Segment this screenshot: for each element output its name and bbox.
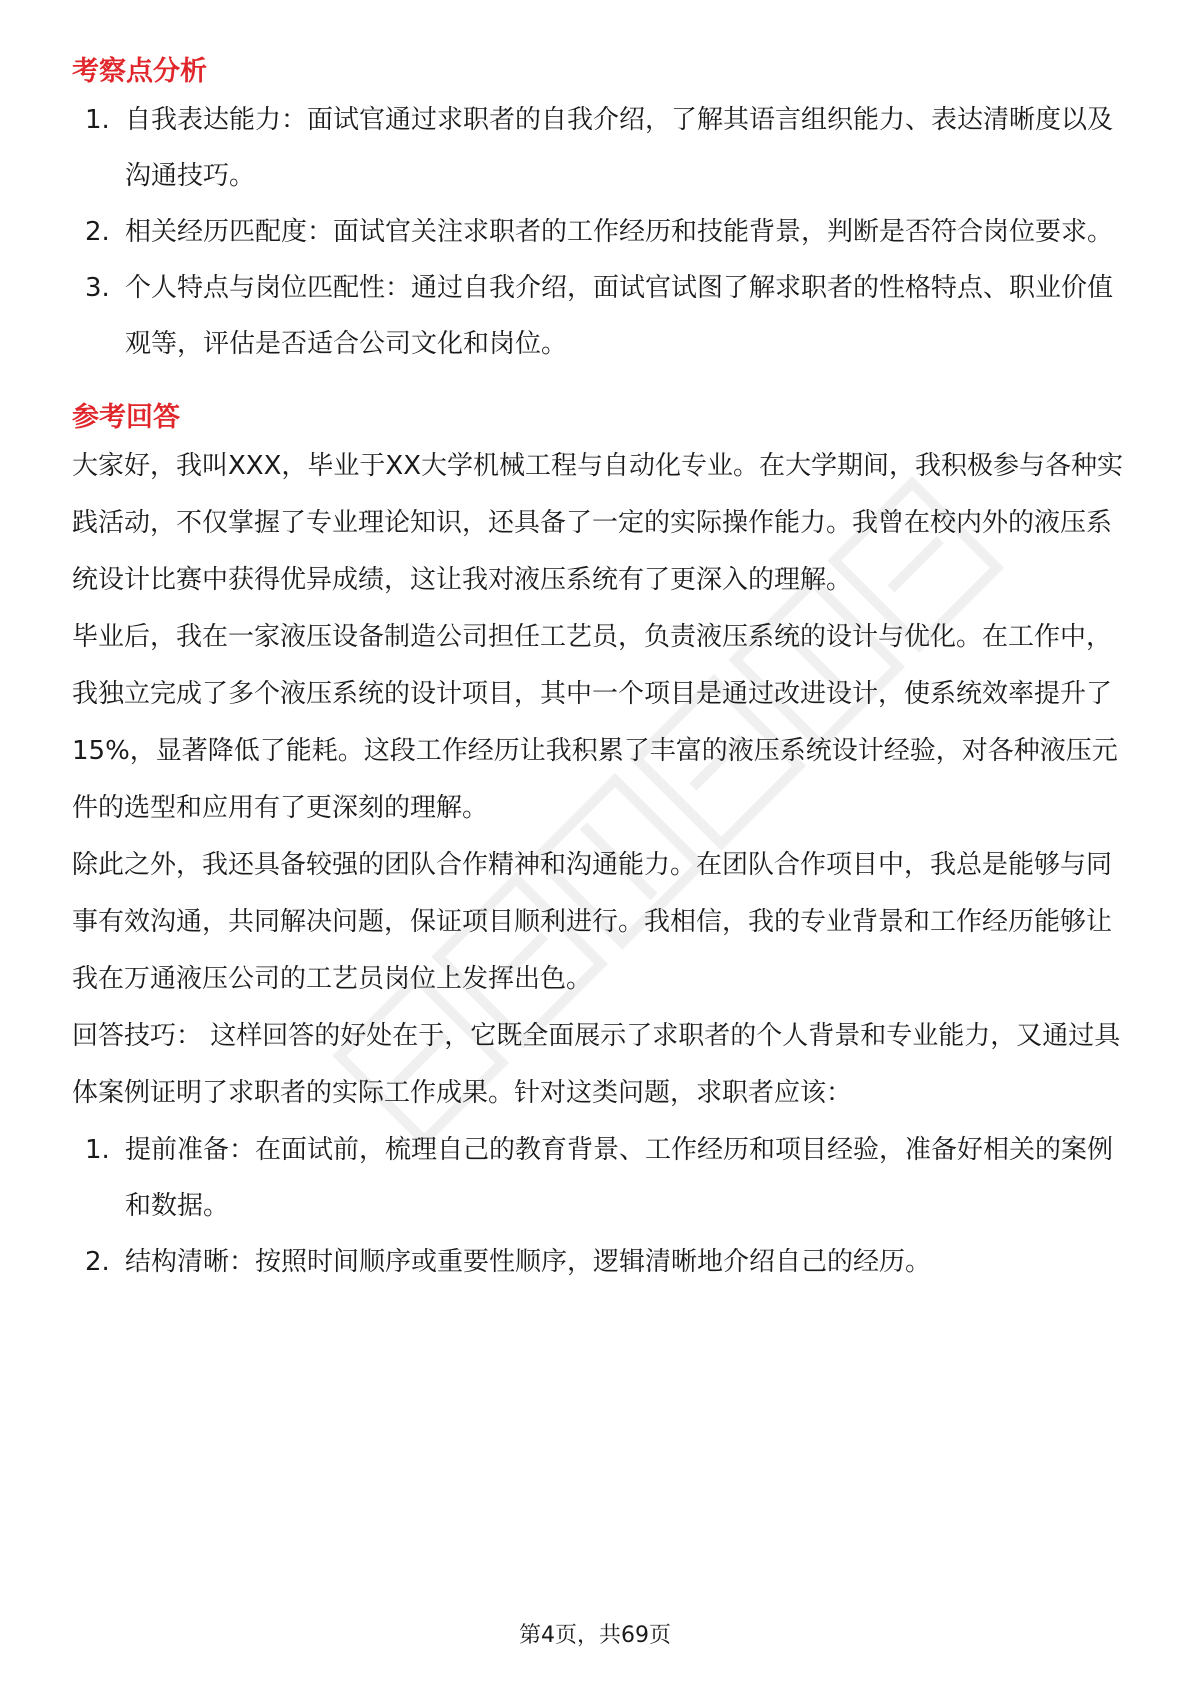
- list-text: 自我表达能力：面试官通过求职者的自我介绍，了解其语言组织能力、表达清晰度以及沟通技巧。: [125, 105, 1114, 191]
- list-item: [72, 92, 1132, 204]
- list-number: 1.: [85, 1135, 110, 1165]
- list-text: 结构清晰：按照时间顺序或重要性顺序，逻辑清晰地介绍自己的经历。: [125, 1247, 932, 1277]
- answer-paragraph: 大家好，我叫XXX，毕业于XX大学机械工程与自动化专业。在大学期间，我积极参与各种实践活动，不仅掌握了专业理论知识，还具备了一定的实际操作能力。我曾在校内外的液压系统设计比赛中获得优异成绩，这让我对液压系统有了更深入的理解。: [72, 451, 1124, 595]
- answer-paragraph: 毕业后，我在一家液压设备制造公司担任工艺员，负责液压系统的设计与优化。在工作中，我独立完成了多个液压系统的设计项目，其中一个项目是通过改进设计，使系统效率提升了15%，显著降低了能耗。这段工作经历让我积累了丰富的液压系统设计经验，对各种液压元件的选型和应用有了更深刻的理解。: [72, 622, 1118, 823]
- document-page: [72, 48, 1132, 1290]
- page-footer: 第4页，共69页: [519, 1623, 671, 1648]
- list-text: 提前准备：在面试前，梳理自己的教育背景、工作经历和项目经验，准备好相关的案例和数据。: [125, 1135, 1114, 1221]
- list-text: 个人特点与岗位匹配性：通过自我介绍，面试官试图了解求职者的性格特点、职业价值观等，评估是否适合公司文化和岗位。: [125, 273, 1114, 359]
- list-number: 2.: [85, 1247, 110, 1277]
- answer-paragraph: 除此之外，我还具备较强的团队合作精神和沟通能力。在团队合作项目中，我总是能够与同事有效沟通，共同解决问题，保证项目顺利进行。我相信，我的专业背景和工作经历能够让我在万通液压公司的工艺员岗位上发挥出色。: [72, 850, 1113, 994]
- list-number: 2.: [85, 217, 110, 247]
- analysis-list: [72, 92, 1132, 372]
- list-number: 3.: [85, 273, 110, 303]
- list-item: [72, 204, 1132, 260]
- list-number: 1.: [85, 105, 110, 135]
- list-item: [72, 1122, 1132, 1234]
- section-title-reference-answer: 参考回答: [72, 402, 180, 433]
- list-item: [72, 1234, 1132, 1290]
- answer-tips-paragraph: 回答技巧： 这样回答的好处在于，它既全面展示了求职者的个人背景和专业能力，又通过具体案例证明了求职者的实际工作成果。针对这类问题，求职者应该：: [72, 1021, 1121, 1108]
- list-text: 相关经历匹配度：面试官关注求职者的工作经历和技能背景，判断是否符合岗位要求。: [125, 217, 1114, 247]
- section-title-analysis: 考察点分析: [72, 56, 207, 87]
- tips-list: [72, 1122, 1132, 1290]
- list-item: [72, 260, 1132, 372]
